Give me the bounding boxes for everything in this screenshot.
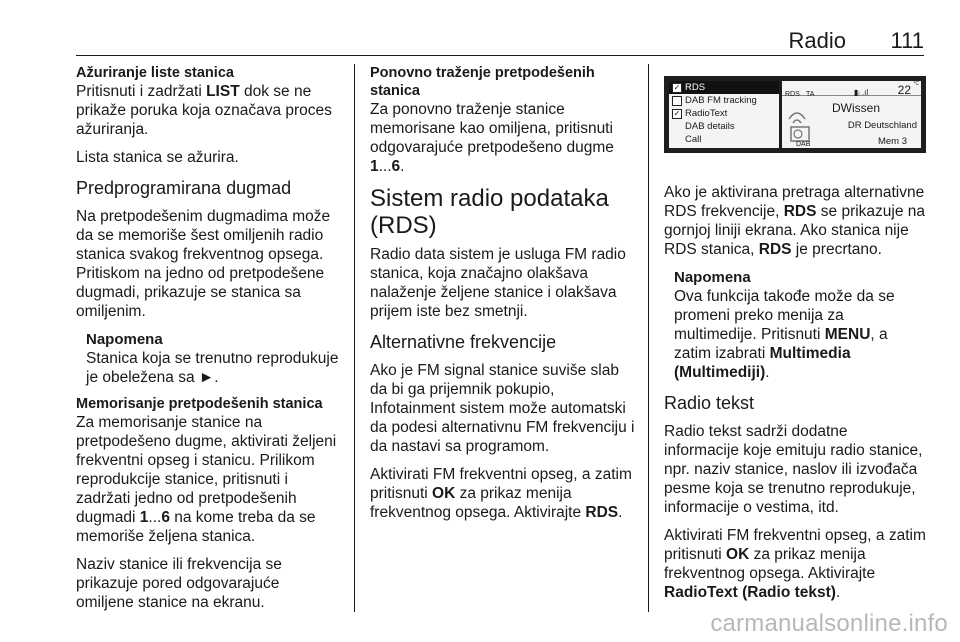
paragraph-alt-frequencies: Ako je FM signal stanice suviše slab da bi ga prijemnik pokupio, Infotainment sistem može automatski da podesi alternativnu FM frekvenciju i da nastavi sa programom. bbox=[370, 362, 635, 455]
note-title: Napomena bbox=[86, 331, 163, 348]
heading-rds: Sistem radio podataka (RDS) bbox=[370, 185, 609, 239]
paragraph-preset-buttons: Na pretpodešenim dugmadima može da se memoriše šest omiljenih radio stanica svakog frekventnog opsega. Pritiskom na jedno od pretpodešene dugmadi, prikazuje se stanica sa omiljenim. bbox=[76, 208, 331, 320]
ta-indicator: TA bbox=[806, 91, 815, 98]
signal-icon: ▮ᵢ .ıl bbox=[854, 88, 869, 97]
column-3 bbox=[664, 64, 926, 611]
menu-item-dab-fm-tracking: DAB FM tracking bbox=[669, 94, 779, 107]
note-box bbox=[86, 330, 341, 387]
column-divider-2 bbox=[648, 64, 649, 612]
column-2 bbox=[370, 64, 635, 531]
column-divider-1 bbox=[354, 64, 355, 612]
paragraph-update-list: Pritisnuti i zadržati LIST dok se ne prikaže poruka koja označava proces ažuriranja. bbox=[76, 83, 332, 138]
heading-store-presets: Memorisanje pretpodešenih stanica bbox=[76, 396, 323, 412]
station-name: DWissen bbox=[832, 101, 881, 115]
rds-menu bbox=[669, 81, 779, 148]
paragraph-store-presets: Za memorisanje stanice na pretpodešeno dugme, aktivirati željeni frekventni opseg i stanicu. Prilikom reprodukcije stanice, pritisnuti i zadržati jedno od pretpodešenih dugmadi 1...6 na kome treba da se memoriše željena stanica. bbox=[76, 414, 337, 545]
ensemble-name: DR Deutschland bbox=[847, 120, 917, 131]
heading-retrieve-presets: Ponovno traženje pretpodešenih stanica bbox=[370, 65, 595, 99]
watermark-text: carmanualsonline.info bbox=[710, 610, 948, 637]
paragraph-station-name: Naziv stanice ili frekvencija se prikazuje pored odgovarajuće omiljene stanice na ekranu. bbox=[76, 556, 282, 611]
paragraph-activate-rds: Aktivirati FM frekventni opseg, a zatim pritisnuti OK za prikaz menija frekventnog opsega. Aktivirajte RDS. bbox=[370, 466, 632, 521]
paragraph-radio-text: Radio tekst sadrži dodatne informacije koje emituju radio stanice, npr. naziv stanice, naslov ili izvođača pesme koja se trenutno reprodukuje, informacije o vestima, itd. bbox=[664, 423, 923, 516]
paragraph-rds-display: Ako je aktivirana pretraga alternativne RDS frekvencije, RDS se prikazuje na gornjoj liniji ekrana. Ako stanica nije RDS stanica, RDS je precrtano. bbox=[664, 184, 926, 258]
note-text: Ova funkcija takođe može da se promeni preko menija za multimedije. Pritisnuti MENU, a zatim izabrati Multimedia (Multimediji). bbox=[674, 288, 895, 381]
checkbox-icon bbox=[672, 96, 682, 106]
column-1 bbox=[76, 64, 341, 621]
rds-indicator: RDS bbox=[785, 91, 800, 98]
chapter-title: Radio bbox=[788, 28, 846, 53]
infotainment-screen-figure bbox=[664, 76, 926, 153]
now-playing-panel bbox=[782, 81, 921, 148]
header-rule bbox=[76, 55, 924, 56]
page-header bbox=[76, 26, 924, 56]
memory-slot: Mem 3 bbox=[877, 136, 907, 147]
temperature-unit: °C bbox=[913, 81, 919, 87]
paragraph-list-updated: Lista stanica se ažurira. bbox=[76, 149, 239, 166]
note-text: Stanica koja se trenutno reprodukuje je obeležena sa ►. bbox=[86, 350, 339, 386]
heading-update-list: Ažuriranje liste stanica bbox=[76, 65, 234, 81]
menu-item-rds: ✓ RDS bbox=[669, 81, 779, 94]
heading-alt-frequencies: Alternativne frekvencije bbox=[370, 332, 557, 352]
paragraph-activate-radiotext: Aktivirati FM frekventni opseg, a zatim pritisnuti OK za prikaz menija frekventnog opsega. Aktivirajte RadioText (Radio tekst). bbox=[664, 527, 926, 601]
status-bar bbox=[782, 81, 921, 96]
paragraph-retrieve-presets: Za ponovno traženje stanice memorisane kao omiljena, pritisnuti odgovarajuće pretpodešeno dugme 1...6. bbox=[370, 101, 614, 175]
note-box bbox=[674, 268, 926, 382]
temperature-value: 22 bbox=[897, 83, 911, 97]
heading-radio-text: Radio tekst bbox=[664, 393, 755, 413]
checkbox-icon: ✓ bbox=[673, 83, 681, 92]
note-title: Napomena bbox=[674, 269, 751, 286]
menu-item-call: Call bbox=[685, 134, 702, 145]
menu-item-radiotext: ✓ RadioText bbox=[673, 108, 728, 119]
heading-preset-buttons: Predprogramirana dugmad bbox=[76, 178, 292, 198]
dab-label: DAB bbox=[796, 141, 811, 148]
page-number: 111 bbox=[890, 28, 924, 53]
checkbox-icon: ✓ bbox=[673, 109, 681, 118]
menu-item-dab-details: DAB details bbox=[685, 121, 735, 132]
paragraph-rds: Radio data sistem je usluga FM radio stanica, koja značajno olakšava nalaženje željene stanice i olakšava prijem iste bez smetnji. bbox=[370, 246, 626, 320]
